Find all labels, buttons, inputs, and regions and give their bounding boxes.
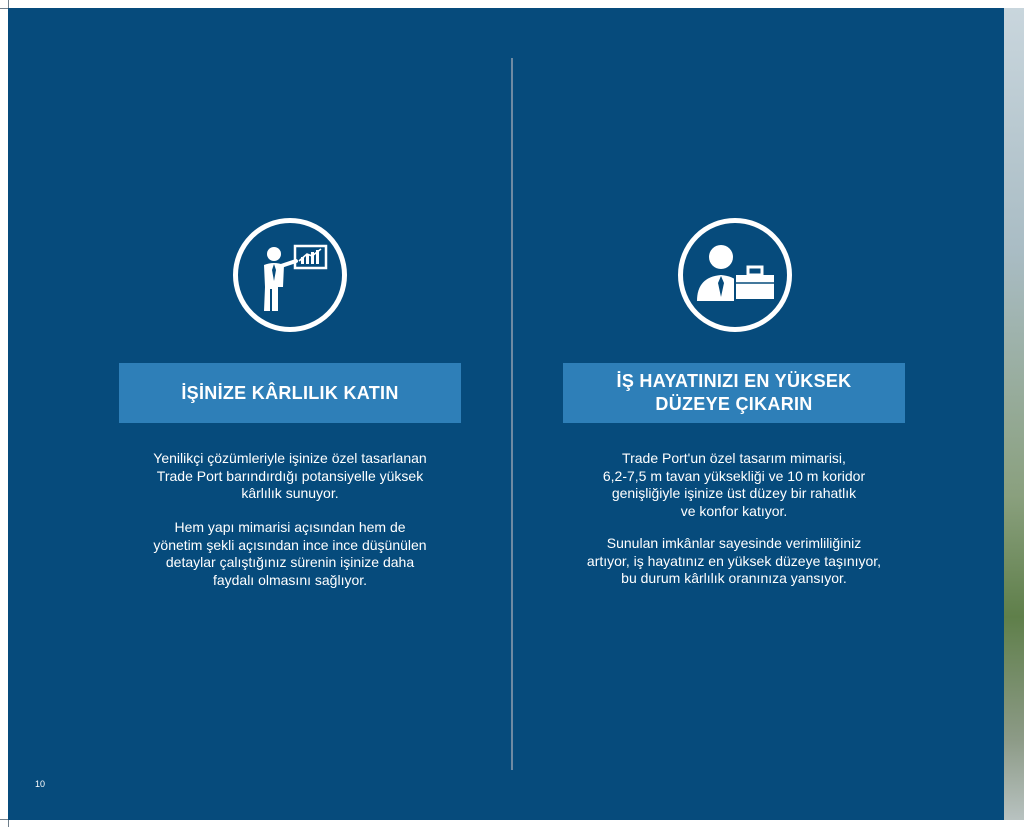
crop-mark: [0, 8, 8, 9]
left-title-text: İŞİNİZE KÂRLILIK KATIN: [181, 382, 399, 403]
crop-mark: [8, 0, 9, 8]
crop-mark: [8, 819, 9, 827]
right-section-title: [563, 363, 905, 423]
crop-mark: [0, 819, 8, 820]
column-divider: [511, 58, 513, 770]
left-paragraph-1: Yenilikçi çözümleriyle işinize özel tasarlanan Trade Port barındırdığı potansiyelle yüksek kârlılık sunuyor.: [153, 450, 427, 501]
next-page-photo-edge: [1004, 8, 1024, 820]
right-paragraph-2: Sunulan imkânlar sayesinde verimliliğiniz artıyor, iş hayatınız en yüksek düzeye taşınıyor, bu durum kârlılık oranınıza yansıyor.: [586, 535, 882, 586]
left-paragraph-2: Hem yapı mimarisi açısından hem de yönetim şekli açısından ince ince düşünülen detaylar çalıştığınız sürenin işinize daha faydalı olmasını sağlıyor.: [153, 519, 427, 588]
right-title-text: İŞ HAYATINIZI EN YÜKSEK DÜZEYE ÇIKARIN: [616, 371, 852, 414]
businessman-briefcase-icon: [678, 218, 792, 332]
right-paragraph-1: Trade Port'un özel tasarım mimarisi, 6,2-7,5 m tavan yüksekliği ve 10 m koridor genişliğiyle işinize üst düzey bir rahatlık ve konfor katıyor.: [602, 450, 866, 519]
presenter-chart-icon: [233, 218, 347, 332]
page-number: 10: [35, 779, 46, 789]
left-section-title: [119, 363, 461, 423]
